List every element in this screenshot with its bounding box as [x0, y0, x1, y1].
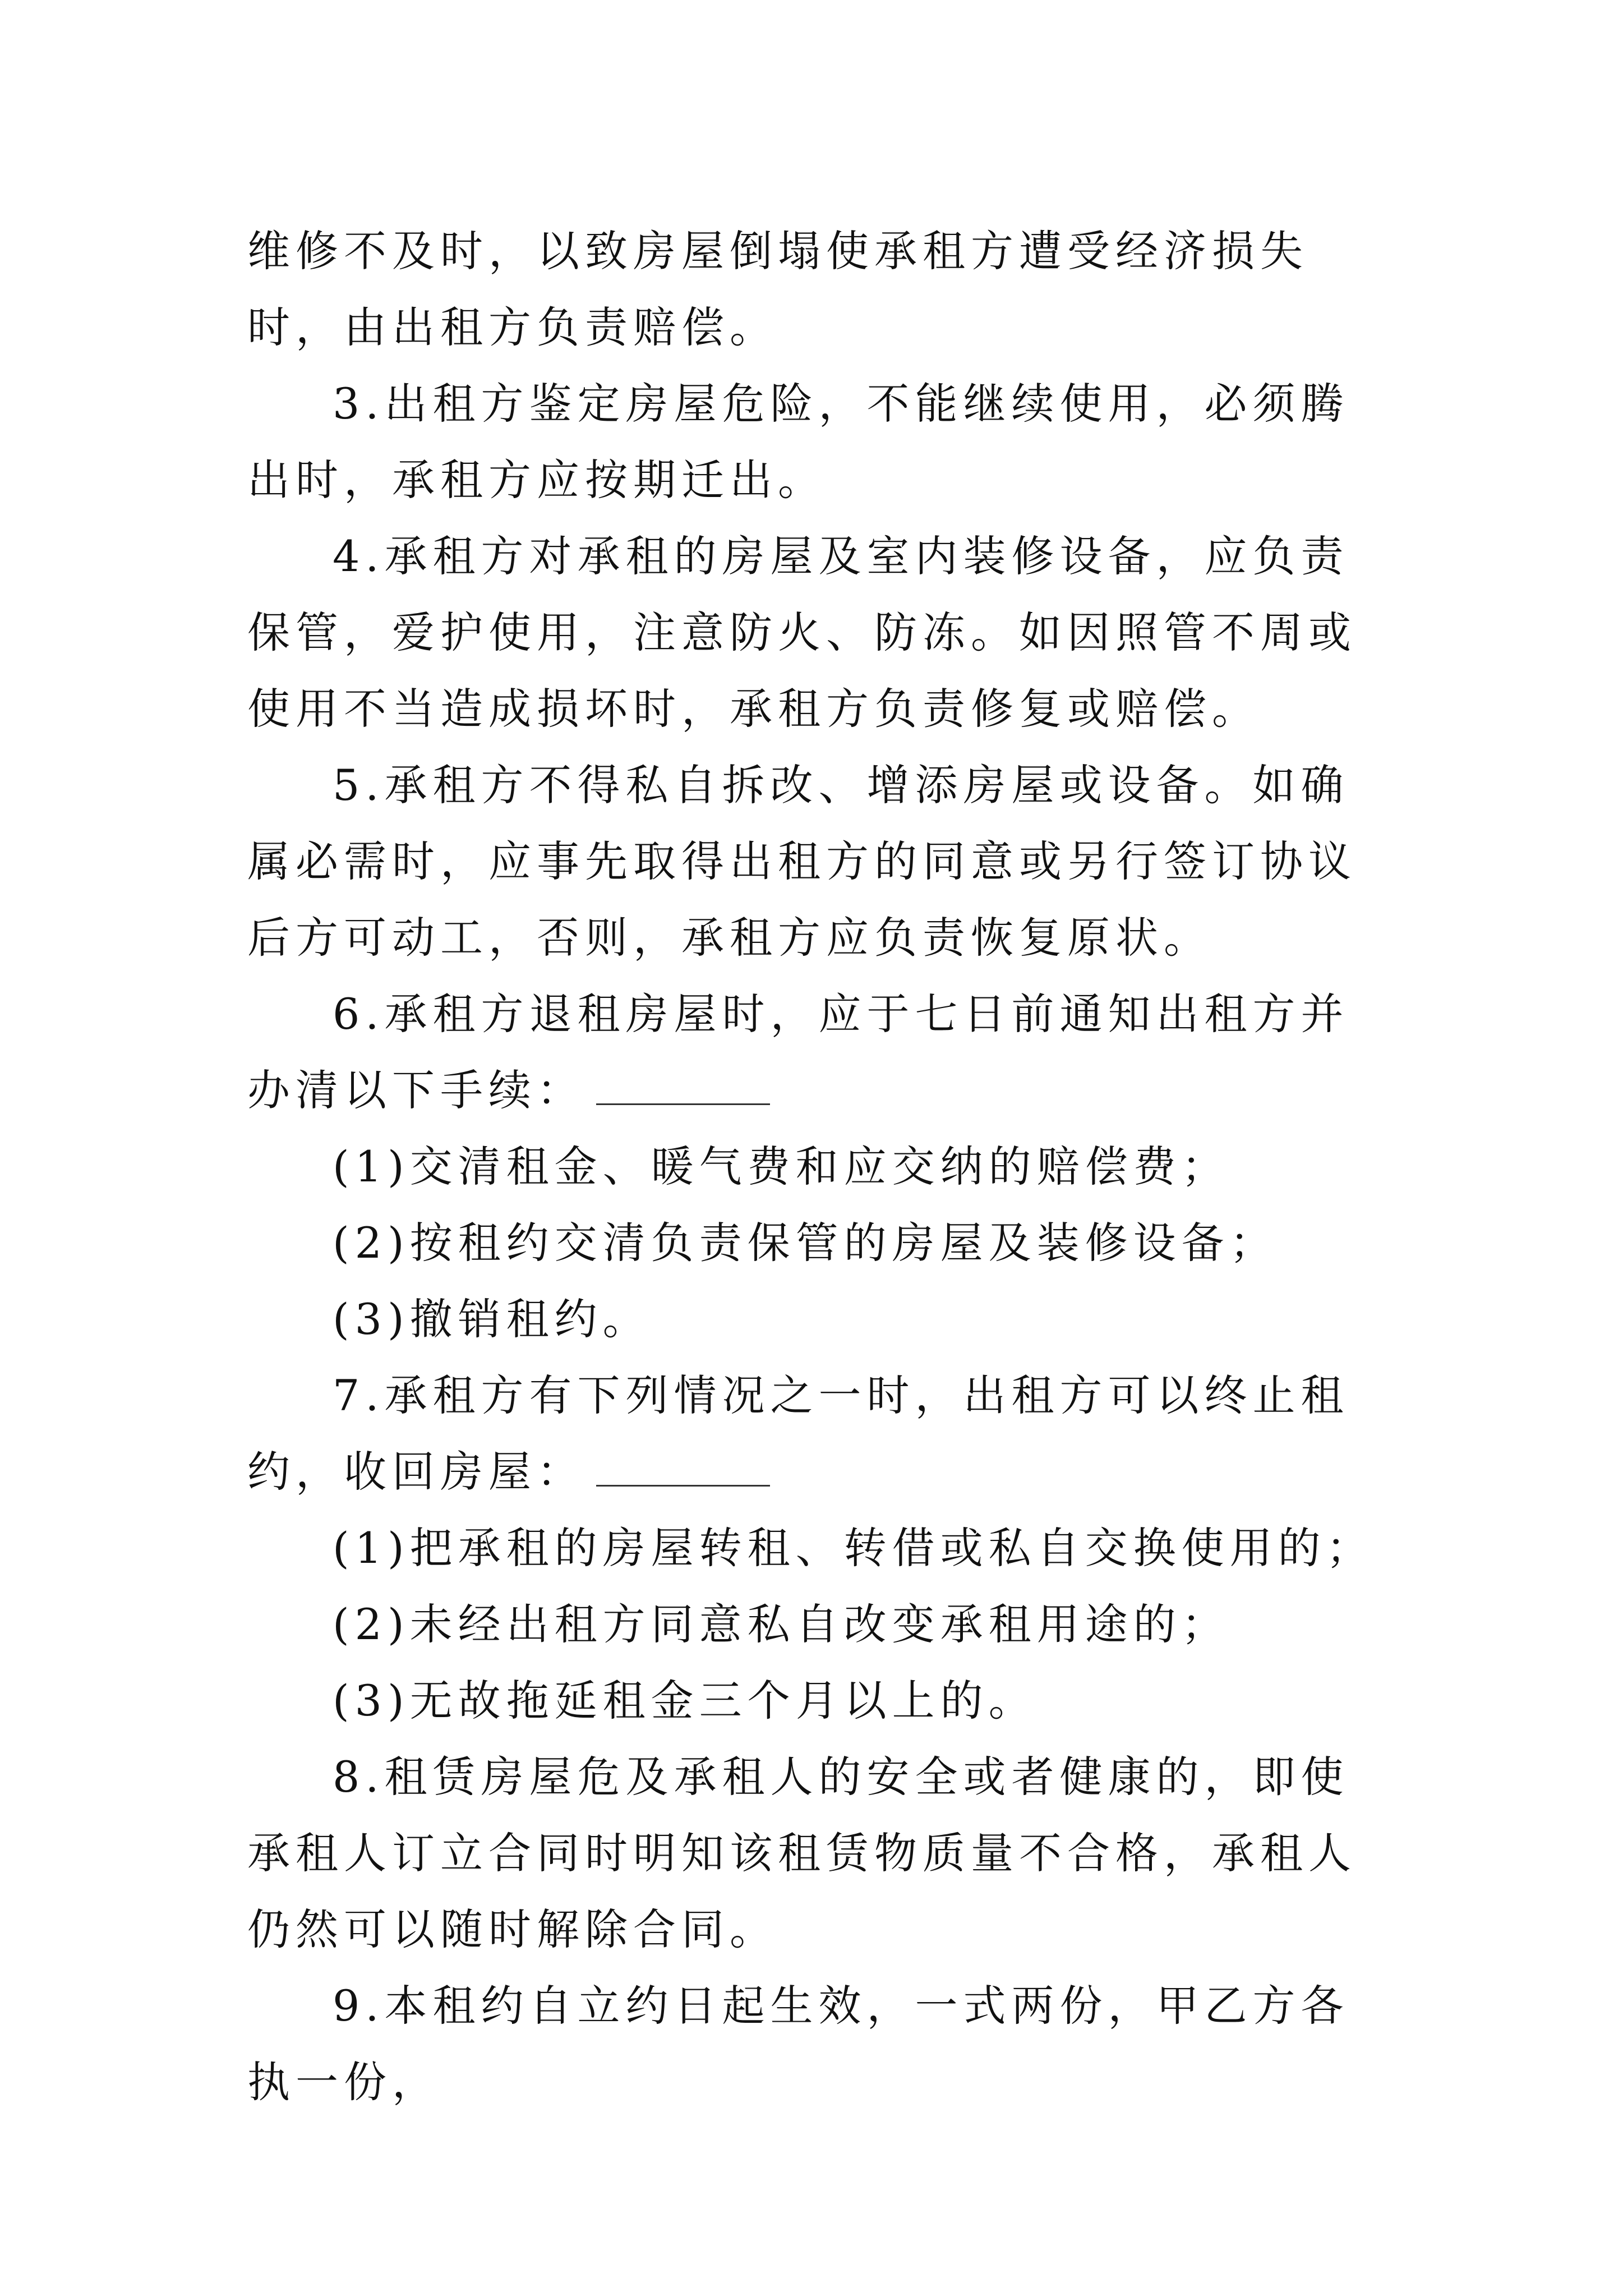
clause-9: 9.本租约自立约日起生效，一式两份，甲乙方各执一份，: [247, 1981, 1349, 2107]
fill-in-blank-underline: [596, 1065, 770, 1105]
clause-6: [247, 976, 1380, 1129]
clause-7-item-2: (2)未经出租方同意私自改变承租用途的；: [333, 1599, 1230, 1649]
document-body: [247, 213, 1380, 2120]
paragraph-continued: 维修不及时，以致房屋倒塌使承租方遭受经济损失时，由出租方负责赔偿。: [247, 226, 1308, 352]
clause-3: 3.出租方鉴定房屋危险，不能继续使用，必须腾出时，承租方应按期迁出。: [247, 379, 1349, 505]
clause-7-item-1: (1)把承租的房屋转租、转借或私自交换使用的；: [333, 1523, 1375, 1573]
clause-4: 4.承租方对承租的房屋及室内装修设备，应负责保管，爱护使用，注意防火、防冻。如因照管不周或使用不当造成损坏时，承租方负责修复或赔偿。: [247, 531, 1357, 734]
clause-6-item-3: (3)撤销租约。: [333, 1294, 651, 1344]
clause-7-text: 7.承租方有下列情况之一时，出租方可以终止租约，收回房屋：: [247, 1370, 1349, 1497]
clause-6-item-1: (1)交清租金、暖气费和应交纳的赔偿费；: [333, 1142, 1230, 1191]
clause-8: 8.租赁房屋危及承租人的安全或者健康的，即使承租人订立合同时明知该租赁物质量不合格，承租人仍然可以随时解除合同。: [247, 1752, 1357, 1954]
clause-7: [247, 1358, 1380, 1510]
clause-5: 5.承租方不得私自拆改、增添房屋或设备。如确属必需时，应事先取得出租方的同意或另行签订协议后方可动工，否则，承租方应负责恢复原状。: [247, 760, 1357, 963]
clause-7-item-3: (3)无故拖延租金三个月以上的。: [333, 1676, 1037, 1726]
fill-in-blank-underline: [596, 1447, 770, 1487]
clause-6-item-2: (2)按租约交清负责保管的房屋及装修设备；: [333, 1218, 1278, 1268]
clause-6-text: 6.承租方退租房屋时，应于七日前通知出租方并办清以下手续：: [247, 989, 1349, 1115]
